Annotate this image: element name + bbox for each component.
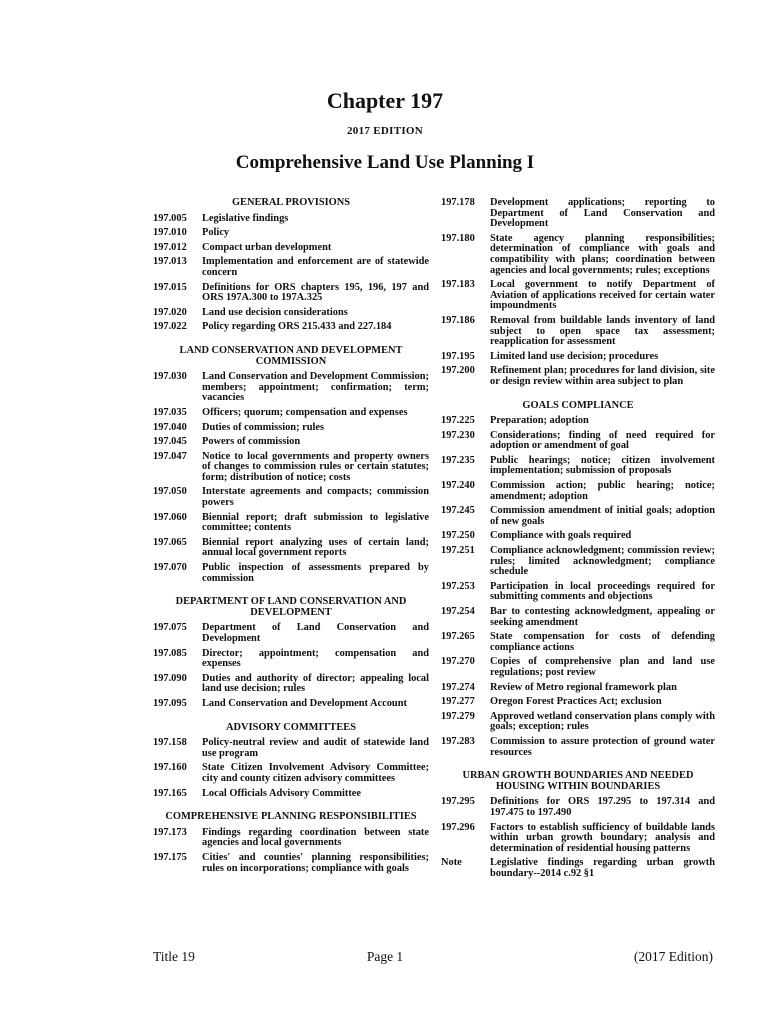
section-number: 197.251 (441, 545, 475, 557)
section-number: 197.200 (441, 365, 475, 377)
section-description: Powers of commission (202, 436, 301, 448)
section-description: Biennial report; draft submission to legislative committee; contents (202, 511, 429, 534)
section-number: 197.070 (153, 562, 187, 574)
section-number: 197.040 (153, 421, 187, 433)
section-entry (153, 452, 429, 484)
section-number: Note (441, 857, 462, 869)
section-entry (441, 858, 715, 879)
section-number: 197.225 (441, 415, 475, 427)
section-entry (153, 372, 429, 404)
footer-edition: (2017 Edition) (633, 949, 713, 964)
section-number: 197.015 (153, 281, 187, 293)
section-entry (153, 763, 429, 784)
section-entry (441, 280, 715, 312)
section-number: 197.279 (441, 710, 475, 722)
section-number: 197.175 (153, 851, 187, 863)
footer-page-number: Page 1 (366, 949, 404, 964)
section-entry (441, 352, 715, 363)
section-entry (153, 214, 429, 225)
section-description: Officers; quorum; compensation and expenses (202, 406, 408, 418)
section-number: 197.030 (153, 371, 187, 383)
chapter-title: Chapter 197 (326, 88, 444, 113)
section-entry (441, 697, 715, 708)
section-description: Commission amendment of initial goals; adoption of new goals (490, 505, 715, 527)
section-description: Local Officials Advisory Committee (202, 787, 362, 799)
section-description: Compliance with goals required (490, 530, 632, 542)
section-description: Duties and authority of director; appealing local land use decision; rules (202, 672, 429, 695)
section-number: 197.277 (441, 696, 475, 708)
section-number: 197.012 (153, 241, 187, 253)
section-entry (441, 481, 715, 502)
section-number: 197.035 (153, 406, 187, 418)
section-number: 197.060 (153, 511, 187, 523)
section-heading: DEPARTMENT OF LAND CONSERVATION AND DEVELOPMENT (175, 596, 407, 618)
section-number: 197.270 (441, 656, 475, 668)
section-entry (441, 607, 715, 628)
section-number: 197.235 (441, 454, 475, 466)
section-description: Department of Land Conservation and Development (202, 622, 429, 644)
section-entry (153, 789, 429, 800)
section-description: Public inspection of assessments prepared by commission (202, 562, 429, 584)
section-entry (441, 416, 715, 427)
section-entry (153, 408, 429, 419)
section-description: Commission to assure protection of ground water resources (490, 735, 715, 758)
section-number: 197.186 (441, 314, 475, 326)
section-number: 197.065 (153, 536, 187, 548)
section-entry (153, 828, 429, 849)
section-entry (153, 513, 429, 534)
section-entry (153, 649, 429, 670)
section-entry (441, 506, 715, 527)
section-description: Commission action; public hearing; notice; amendment; adoption (490, 480, 715, 502)
section-number: 197.250 (441, 530, 475, 542)
section-entry (153, 699, 429, 710)
section-description: Bar to contesting acknowledgment, appealing or seeking amendment (490, 606, 715, 628)
section-description: Land Conservation and Development Account (202, 697, 407, 709)
section-heading: COMPREHENSIVE PLANNING RESPONSIBILITIES (165, 811, 417, 823)
section-number: 197.005 (153, 212, 187, 224)
section-entry (441, 737, 715, 758)
section-number: 197.173 (153, 826, 187, 838)
footer-title: Title 19 (153, 949, 195, 964)
section-entry (153, 563, 429, 584)
section-number: 197.265 (441, 631, 475, 643)
section-number: 197.240 (441, 480, 475, 492)
section-entry (153, 738, 429, 759)
section-heading: GOALS COMPLIANCE (522, 399, 634, 411)
section-description: Oregon Forest Practices Act; exclusion (490, 696, 662, 708)
section-entry (441, 456, 715, 477)
section-entry (441, 823, 715, 855)
section-entry (441, 546, 715, 578)
section-description: Policy (202, 227, 230, 239)
section-entry (153, 674, 429, 695)
section-number: 197.020 (153, 306, 187, 318)
section-description: Duties of commission; rules (202, 421, 325, 433)
section-number: 197.013 (153, 256, 187, 268)
section-description: Public hearings; notice; citizen involvement implementation; submission of proposals (490, 454, 715, 477)
section-entry (153, 257, 429, 278)
section-number: 197.085 (153, 647, 187, 659)
section-number: 197.075 (153, 622, 187, 634)
section-number: 197.010 (153, 227, 187, 239)
section-description: Refinement plan; procedures for land division, site or design review within area subject to plan (490, 365, 715, 387)
section-number: 197.296 (441, 821, 475, 833)
section-entry (153, 228, 429, 239)
section-description: Land use decision considerations (202, 306, 348, 318)
section-description: Development applications; reporting to Department of Land Conservation and Development (490, 197, 715, 230)
section-entry (441, 431, 715, 452)
section-description: State compensation for costs of defending compliance actions (490, 631, 715, 653)
section-description: Notice to local governments and property owners of changes to commission rules or certain statutes; form; distribution of notice; costs (202, 450, 429, 483)
section-description: Policy-neutral review and audit of statewide land use program (202, 737, 429, 759)
section-number: 197.230 (441, 429, 475, 441)
section-entry (441, 234, 715, 276)
section-number: 197.160 (153, 762, 187, 774)
section-description: Limited land use decision; procedures (490, 350, 659, 362)
section-entry (441, 657, 715, 678)
section-description: State agency planning responsibilities; determination of compliance with goals and compatibility with plans; coordination between agencies and local governments; rules; exceptions (490, 232, 715, 276)
section-description: Removal from buildable lands inventory of land subject to open space tax assessment; reapplication for assessment (490, 314, 715, 348)
section-description: Preparation; adoption (490, 415, 589, 427)
section-description: Implementation and enforcement are of statewide concern (202, 256, 429, 278)
section-heading: LAND CONSERVATION AND DEVELOPMENT COMMISSION (179, 344, 403, 367)
left-column (153, 198, 429, 878)
section-number: 197.158 (153, 737, 187, 749)
section-description: Compliance acknowledgment; commission review; rules; limited acknowledgment; compliance schedule (490, 545, 715, 578)
right-column (441, 198, 715, 883)
section-entry (153, 308, 429, 319)
section-number: 197.283 (441, 735, 475, 747)
section-description: Land Conservation and Development Commission; members; appointment; confirmation; term; vacancies (202, 371, 429, 404)
section-description: Definitions for ORS 197.295 to 197.314 and 197.475 to 197.490 (490, 796, 715, 818)
section-number: 197.245 (441, 505, 475, 517)
section-number: 197.274 (441, 681, 475, 693)
section-entry (153, 437, 429, 448)
section-entry (441, 582, 715, 603)
section-number: 197.178 (441, 197, 475, 208)
section-description: Findings regarding coordination between state agencies and local governments (202, 826, 429, 849)
section-description: Local government to notify Department of Aviation of applications received for certain water impoundments (490, 279, 715, 312)
document-title: Comprehensive Land Use Planning I (235, 152, 535, 173)
section-number: 197.050 (153, 486, 187, 498)
section-entry (153, 283, 429, 304)
section-entry (441, 632, 715, 653)
section-heading: ADVISORY COMMITTEES (225, 721, 356, 733)
section-entry (441, 797, 715, 818)
section-number: 197.195 (441, 350, 475, 362)
section-entry (153, 423, 429, 434)
section-description: Copies of comprehensive plan and land use regulations; post review (490, 656, 715, 678)
section-description: State Citizen Involvement Advisory Committee; city and county citizen advisory committees (202, 762, 429, 784)
section-description: Interstate agreements and compacts; commission powers (202, 486, 429, 509)
section-description: Review of Metro regional framework plan (490, 681, 677, 693)
section-description: Definitions for ORS chapters 195, 196, 197 and ORS 197A.300 to 197A.325 (202, 281, 429, 304)
section-entry (441, 531, 715, 542)
section-entry (441, 198, 715, 230)
section-description: Compact urban development (202, 241, 332, 253)
section-description: Participation in local proceedings required for submitting comments and objections (490, 580, 715, 603)
section-description: Policy regarding ORS 215.433 and 227.184 (202, 321, 392, 333)
section-description: Considerations; finding of need required for adoption or amendment of goal (490, 429, 715, 452)
section-entry (441, 683, 715, 694)
section-description: Director; appointment; compensation and expenses (202, 647, 429, 670)
section-description: Legislative findings (202, 212, 289, 224)
section-description: Approved wetland conservation plans comply with goals; exception; rules (490, 710, 715, 733)
section-entry (441, 316, 715, 348)
section-number: 197.022 (153, 321, 187, 333)
section-number: 197.165 (153, 787, 187, 799)
section-number: 197.090 (153, 672, 187, 684)
section-description: Cities' and counties' planning responsibilities; rules on incorporations; compliance with goals (202, 851, 429, 874)
section-heading: URBAN GROWTH BOUNDARIES AND NEEDED HOUSING WITHIN BOUNDARIES (462, 770, 694, 792)
section-number: 197.254 (441, 606, 475, 617)
section-number: 197.047 (153, 450, 187, 462)
edition-label: 2017 EDITION (346, 125, 424, 137)
section-number: 197.183 (441, 279, 475, 291)
section-description: Legislative findings regarding urban growth boundary--2014 c.92 §1 (490, 857, 715, 879)
section-entry (153, 538, 429, 559)
section-entry (153, 623, 429, 644)
section-number: 197.045 (153, 436, 187, 448)
section-number: 197.095 (153, 697, 187, 709)
section-number: 197.180 (441, 232, 475, 244)
section-entry (153, 243, 429, 254)
section-heading: GENERAL PROVISIONS (231, 197, 351, 208)
section-entry (153, 487, 429, 508)
section-number: 197.253 (441, 580, 475, 592)
section-entry (441, 712, 715, 733)
section-description: Factors to establish sufficiency of buildable lands within urban growth boundary; analysis and determination of residential housing patterns (490, 821, 715, 854)
section-entry (153, 853, 429, 874)
section-entry (153, 322, 429, 333)
section-number: 197.295 (441, 796, 475, 808)
section-description: Biennial report analyzing uses of certain land; annual local government reports (202, 536, 429, 559)
section-entry (441, 366, 715, 387)
